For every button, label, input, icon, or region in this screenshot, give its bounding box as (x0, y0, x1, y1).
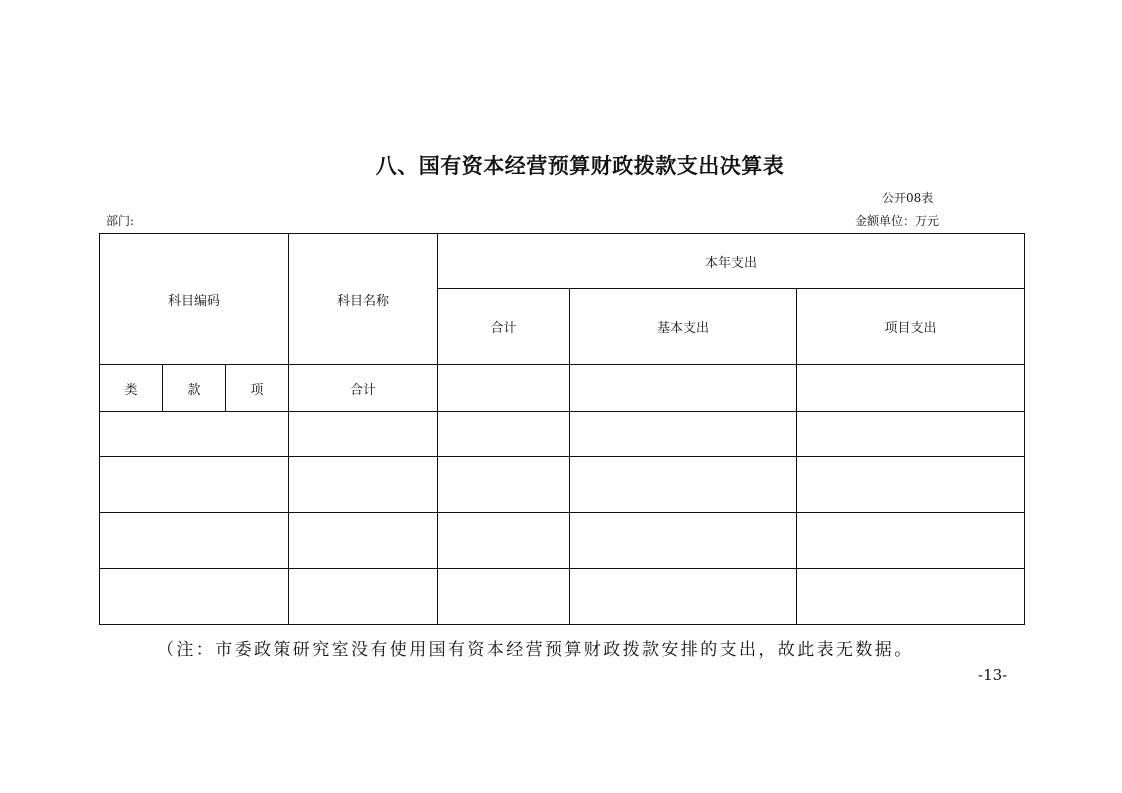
total-header: 合计 (438, 289, 570, 365)
subject-name-cell (289, 513, 438, 569)
basic-expense-cell (570, 569, 797, 625)
total-value-cell (438, 365, 570, 412)
project-expense-value-cell (797, 365, 1025, 412)
name-total-header: 合计 (289, 365, 438, 412)
project-expense-cell (797, 513, 1025, 569)
subject-name-cell (289, 569, 438, 625)
subject-name-header: 科目名称 (289, 234, 438, 365)
table-number: 公开08表 (882, 191, 934, 205)
budget-table (99, 233, 1025, 625)
table-row (100, 513, 1025, 569)
total-cell (438, 457, 570, 513)
table-row (100, 412, 1025, 457)
page-title: 八、国有资本经营预算财政拨款支出决算表 (375, 154, 785, 178)
item-header: 项 (226, 365, 289, 412)
subject-code-cell (100, 569, 289, 625)
basic-expense-cell (570, 513, 797, 569)
department-label: 部门: (106, 214, 135, 228)
subject-name-cell (289, 457, 438, 513)
page-number: -13- (978, 666, 1008, 684)
subject-code-cell (100, 513, 289, 569)
subject-name-cell (289, 412, 438, 457)
total-cell (438, 569, 570, 625)
section-header: 款 (163, 365, 226, 412)
subject-code-header: 科目编码 (100, 234, 289, 365)
basic-expense-cell (570, 457, 797, 513)
category-header: 类 (100, 365, 163, 412)
total-cell (438, 513, 570, 569)
project-expense-cell (797, 412, 1025, 457)
project-expense-cell (797, 569, 1025, 625)
basic-expense-header: 基本支出 (570, 289, 797, 365)
current-year-expense-header: 本年支出 (438, 234, 1025, 289)
project-expense-header: 项目支出 (797, 289, 1025, 365)
table-row (100, 457, 1025, 513)
subject-code-cell (100, 412, 289, 457)
basic-expense-value-cell (570, 365, 797, 412)
note-text: （注：市委政策研究室没有使用国有资本经营预算财政拨款安排的支出，故此表无数据。 (157, 640, 914, 660)
subject-code-cell (100, 457, 289, 513)
total-cell (438, 412, 570, 457)
basic-expense-cell (570, 412, 797, 457)
project-expense-cell (797, 457, 1025, 513)
unit-label: 金额单位：万元 (855, 214, 940, 228)
table-row (100, 569, 1025, 625)
